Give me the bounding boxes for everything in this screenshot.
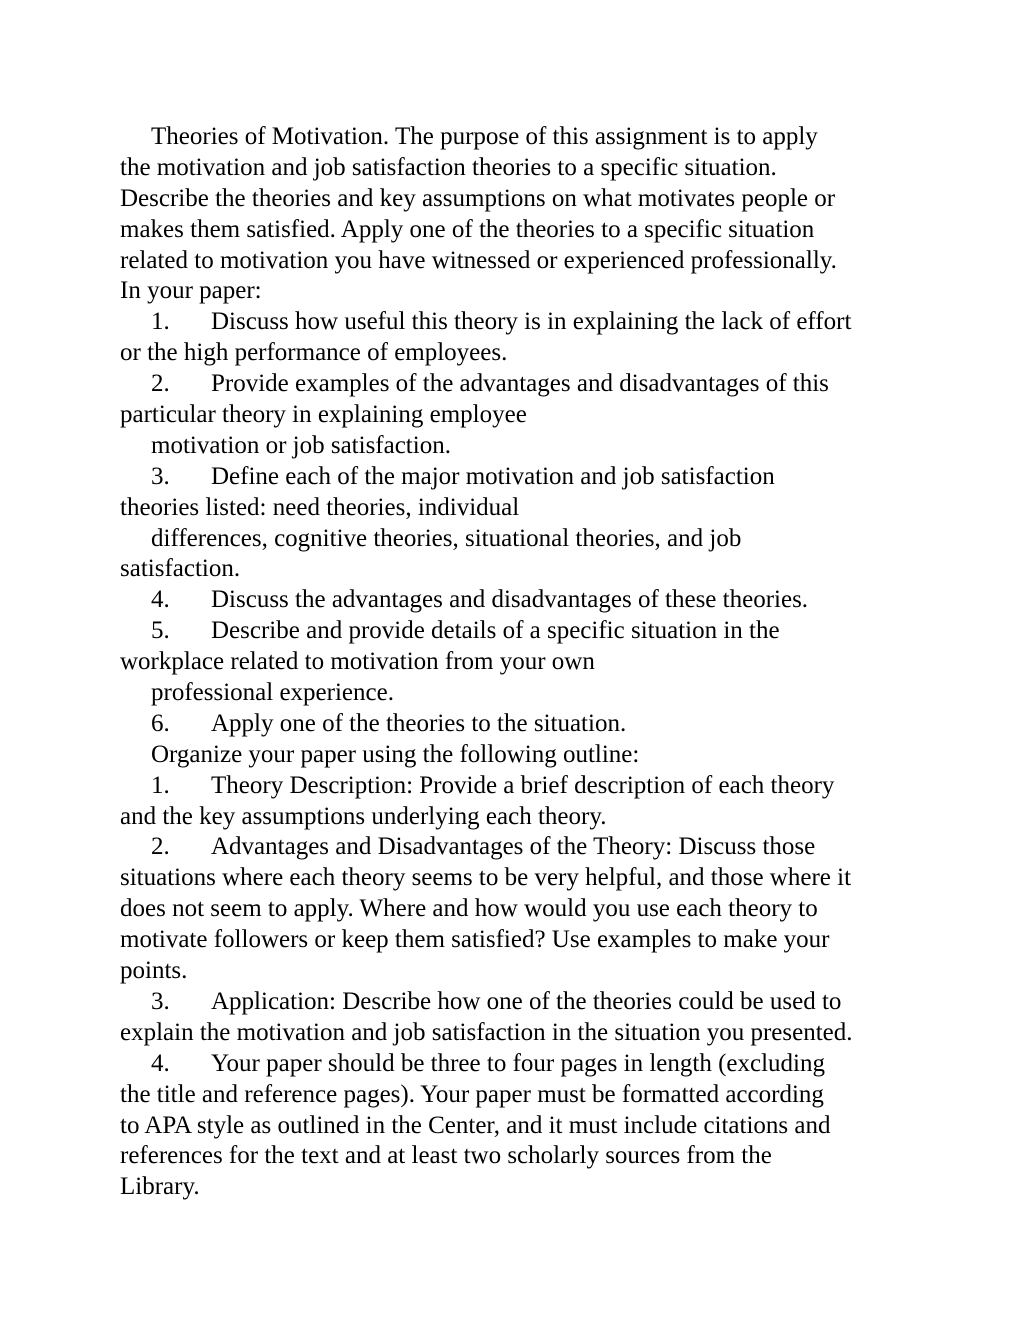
item-text-line: to APA style as outlined in the Center, and it must include citations and: [120, 1111, 831, 1139]
item-number: 2.: [151, 370, 170, 398]
item-text-line: references for the text and at least two scholarly sources from the: [120, 1142, 772, 1170]
item-text: Your paper should be three to four pages in length (excluding: [211, 1049, 825, 1077]
intro-line: related to motivation you have witnessed or experienced professionally.: [120, 246, 837, 274]
item-text: Describe and provide details of a specific situation in the: [211, 617, 780, 645]
item-number: 4.: [151, 1049, 170, 1077]
intro-line: the motivation and job satisfaction theories to a specific situation.: [120, 153, 777, 181]
item-text-line: motivation or job satisfaction.: [151, 431, 451, 459]
item-text-line: does not seem to apply. Where and how would you use each theory to: [120, 895, 818, 923]
item-text: Apply one of the theories to the situation.: [211, 709, 627, 737]
paper-item-3: [120, 462, 920, 493]
paper-item-5: [120, 616, 920, 647]
outline-heading: Organize your paper using the following outline:: [151, 740, 640, 768]
item-text: Advantages and Disadvantages of the Theory: Discuss those: [211, 833, 816, 861]
outline-item-3: [120, 987, 920, 1018]
item-text: Provide examples of the advantages and disadvantages of this: [211, 370, 829, 398]
intro-line: makes them satisfied. Apply one of the theories to a specific situation: [120, 215, 815, 243]
item-text-line: explain the motivation and job satisfaction in the situation you presented.: [120, 1018, 853, 1046]
item-text: Application: Describe how one of the theories could be used to: [211, 987, 842, 1015]
outline-item-4: [120, 1049, 920, 1080]
paper-item-4: [120, 585, 920, 616]
outline-item-1: [120, 771, 920, 802]
item-text-line: theories listed: need theories, individual: [120, 493, 520, 521]
item-number: 3.: [151, 987, 170, 1015]
paper-item-2: [120, 369, 920, 400]
item-text-line: professional experience.: [151, 679, 394, 707]
item-text-line: differences, cognitive theories, situational theories, and job: [151, 524, 742, 552]
item-number: 1.: [151, 308, 170, 336]
item-number: 2.: [151, 833, 170, 861]
item-text-line: Library.: [120, 1173, 200, 1201]
item-text: Theory Description: Provide a brief description of each theory: [211, 771, 835, 799]
item-text-line: satisfaction.: [120, 555, 241, 583]
item-number: 4.: [151, 586, 170, 614]
document-body: [120, 122, 920, 1203]
item-number: 1.: [151, 771, 170, 799]
item-text: Discuss the advantages and disadvantages of these theories.: [211, 586, 809, 614]
item-text: Discuss how useful this theory is in explaining the lack of effort: [211, 308, 852, 336]
item-text-line: situations where each theory seems to be very helpful, and those where it: [120, 864, 852, 892]
item-number: 5.: [151, 617, 170, 645]
item-text-line: the title and reference pages). Your paper must be formatted according: [120, 1080, 824, 1108]
item-text-line: motivate followers or keep them satisfied? Use examples to make your: [120, 926, 830, 954]
intro-line: In your paper:: [120, 277, 262, 305]
item-number: 6.: [151, 709, 170, 737]
item-text-line: workplace related to motivation from your own: [120, 648, 595, 676]
outline-item-2: [120, 832, 920, 863]
paper-item-1: [120, 307, 920, 338]
paper-item-6: [120, 709, 920, 740]
item-text-line: or the high performance of employees.: [120, 339, 508, 367]
intro-line: Describe the theories and key assumptions on what motivates people or: [120, 184, 836, 212]
item-text-line: points.: [120, 957, 188, 985]
intro-line: Theories of Motivation. The purpose of this assignment is to apply: [151, 123, 818, 150]
item-text-line: particular theory in explaining employee: [120, 401, 527, 429]
item-text: Define each of the major motivation and job satisfaction: [211, 462, 775, 490]
item-text-line: and the key assumptions underlying each theory.: [120, 802, 607, 830]
item-number: 3.: [151, 462, 170, 490]
